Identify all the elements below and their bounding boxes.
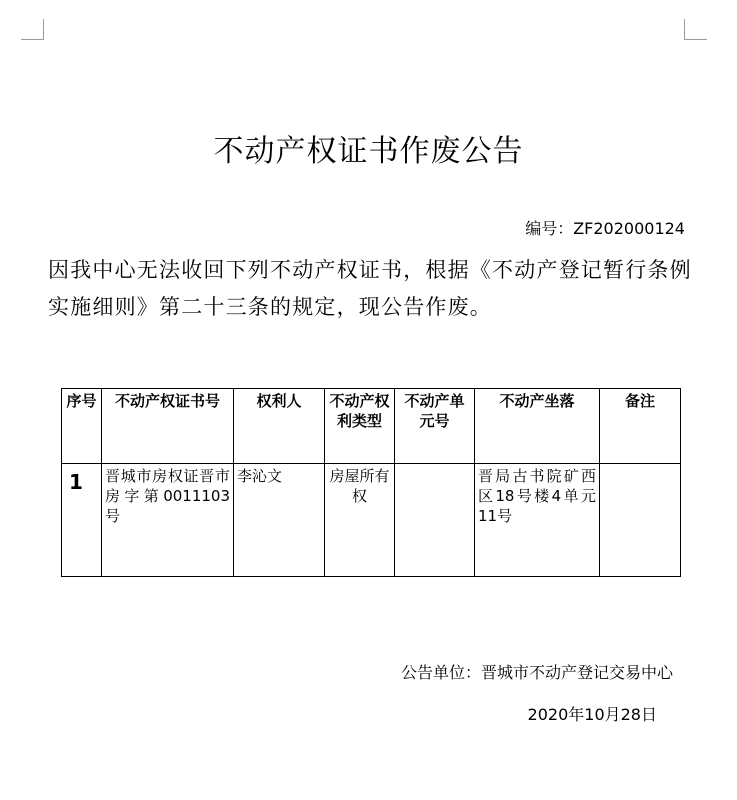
cell-unit-no	[395, 464, 475, 577]
header-remark: 备注	[600, 389, 681, 464]
table-row	[62, 464, 681, 577]
table-header-row	[62, 389, 681, 464]
header-cert-no: 不动产权证书号	[102, 389, 234, 464]
issue-date: 2020年10月28日	[527, 705, 657, 724]
page-corner-mark-top-left	[21, 19, 44, 40]
page-corner-mark-top-right	[684, 19, 707, 40]
cell-right-type: 房屋所有权	[325, 464, 395, 577]
header-unit-no: 不动产单元号	[395, 389, 475, 464]
header-right-type: 不动产权利类型	[325, 389, 395, 464]
cell-seq: 1	[62, 464, 102, 577]
header-holder: 权利人	[234, 389, 325, 464]
certificate-table	[61, 388, 681, 577]
announcement-body: 因我中心无法收回下列不动产权证书，根据《不动产登记暂行条例实施细则》第二十三条的规定，现公告作废。	[48, 258, 692, 319]
header-location: 不动产坐落	[475, 389, 600, 464]
cell-cert-no: 晋城市房权证晋市房字第0011103号	[102, 464, 234, 577]
issuing-unit: 公告单位：晋城市不动产登记交易中心	[400, 663, 673, 682]
cell-location: 晋局古书院矿西区18号楼4单元11号	[475, 464, 600, 577]
document-title: 不动产权证书作废公告	[213, 134, 524, 169]
header-seq: 序号	[62, 389, 102, 464]
document-number: 编号：ZF202000124	[525, 219, 685, 238]
cell-remark	[600, 464, 681, 577]
cell-holder: 李沁文	[234, 464, 325, 577]
